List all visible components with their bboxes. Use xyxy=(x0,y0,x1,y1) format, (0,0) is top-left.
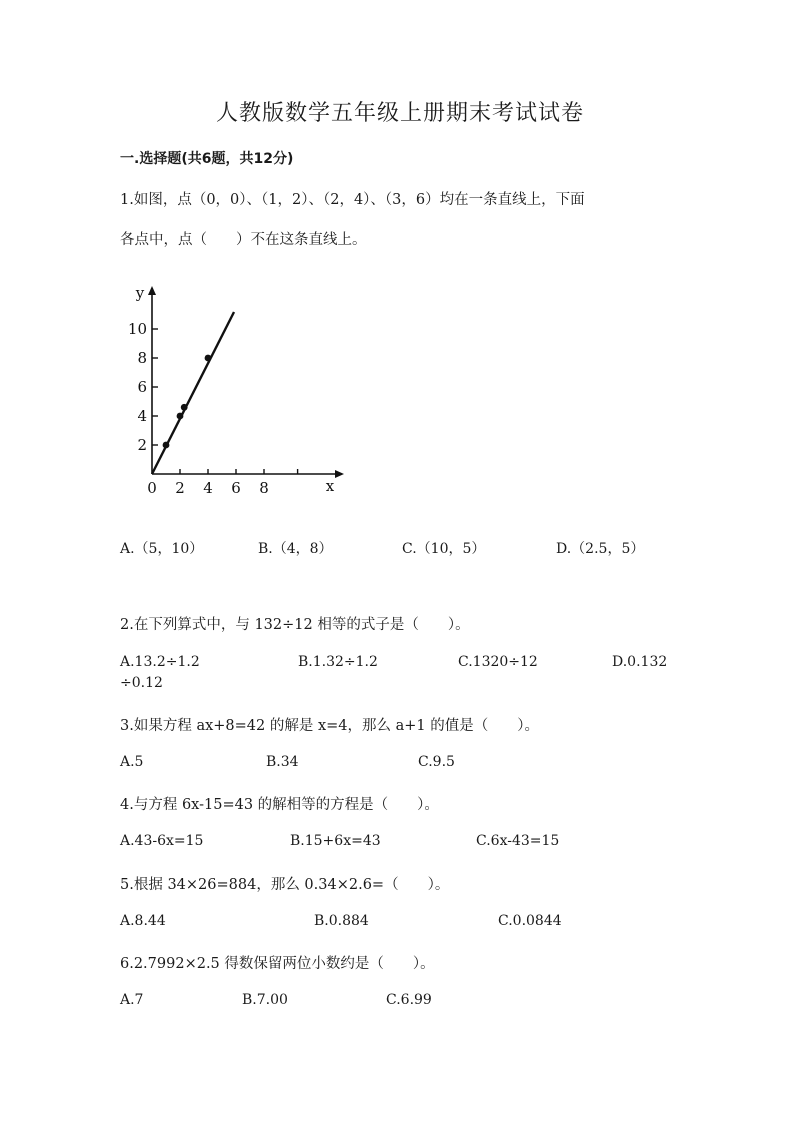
q4-option-c[interactable]: C.6x-43=15 xyxy=(476,833,560,849)
y-tick-label-10: 10 xyxy=(127,320,147,338)
q4-option-b[interactable]: B.15+6x=43 xyxy=(290,833,381,849)
x-tick-label-0: 0 xyxy=(147,479,157,497)
q6-option-a[interactable]: A.7 xyxy=(120,992,144,1008)
question-1-line-1: 1.如图，点（0，0）、（1，2）、（2，4）、（3，6）均在一条直线上，下面 xyxy=(120,192,585,208)
x-tick-label-8: 8 xyxy=(259,479,269,497)
q3-option-c[interactable]: C.9.5 xyxy=(418,754,455,770)
q6-option-c[interactable]: C.6.99 xyxy=(386,992,432,1008)
question-5-text: 5.根据 34×26=884，那么 0.34×2.6=（ ）。 xyxy=(120,877,450,893)
question-4-text: 4.与方程 6x-15=43 的解相等的方程是（ ）。 xyxy=(120,797,439,813)
data-point-1 xyxy=(163,442,170,449)
x-tick-label-2: 2 xyxy=(175,479,185,497)
x-tick-label-4: 4 xyxy=(203,479,213,497)
q5-option-b[interactable]: B.0.884 xyxy=(314,913,369,929)
x-axis-label: x xyxy=(325,477,335,495)
data-point-4 xyxy=(205,355,212,362)
q2-option-b[interactable]: B.1.32÷1.2 xyxy=(298,654,378,670)
y-tick-label-4: 4 xyxy=(137,407,147,425)
q1-option-c[interactable]: C.（10，5） xyxy=(402,541,486,557)
y-tick-label-8: 8 xyxy=(137,349,147,367)
x-axis-arrow xyxy=(335,470,344,478)
q1-option-a[interactable]: A.（5，10） xyxy=(120,541,204,557)
y-axis-label: y xyxy=(135,284,145,302)
x-tick-label-6: 6 xyxy=(231,479,241,497)
q5-option-c[interactable]: C.0.0844 xyxy=(498,913,562,929)
q5-option-a[interactable]: A.8.44 xyxy=(120,913,166,929)
q2-option-a[interactable]: A.13.2÷1.2 xyxy=(120,654,200,670)
question-1-line-2: 各点中，点（ ）不在这条直线上。 xyxy=(120,232,367,248)
q6-option-b[interactable]: B.7.00 xyxy=(242,992,288,1008)
page-title: 人教版数学五年级上册期末考试试卷 xyxy=(215,101,584,126)
data-point-2 xyxy=(177,413,184,420)
q1-option-b[interactable]: B.（4，8） xyxy=(258,541,333,557)
question-2-text: 2.在下列算式中，与 132÷12 相等的式子是（ ）。 xyxy=(120,617,470,633)
section-heading: 一.选择题(共6题，共12分) xyxy=(120,151,294,167)
q2-option-d-wrap: ÷0.12 xyxy=(120,675,163,691)
q2-option-d[interactable]: D.0.132 xyxy=(612,654,668,670)
y-tick-label-2: 2 xyxy=(137,436,147,454)
q2-option-c[interactable]: C.1320÷12 xyxy=(458,654,538,670)
line-graph xyxy=(127,282,360,497)
question-3-text: 3.如果方程 ax+8=42 的解是 x=4，那么 a+1 的值是（ ）。 xyxy=(120,718,539,734)
q4-option-a[interactable]: A.43-6x=15 xyxy=(120,833,204,849)
y-axis-arrow xyxy=(148,286,156,295)
question-6-text: 6.2.7992×2.5 得数保留两位小数约是（ ）。 xyxy=(120,956,435,972)
series-line xyxy=(152,312,234,474)
q1-option-d[interactable]: D.（2.5，5） xyxy=(556,541,645,557)
data-point-3 xyxy=(181,404,188,411)
q3-option-b[interactable]: B.34 xyxy=(266,754,299,770)
q3-option-a[interactable]: A.5 xyxy=(120,754,144,770)
y-tick-label-6: 6 xyxy=(137,378,147,396)
